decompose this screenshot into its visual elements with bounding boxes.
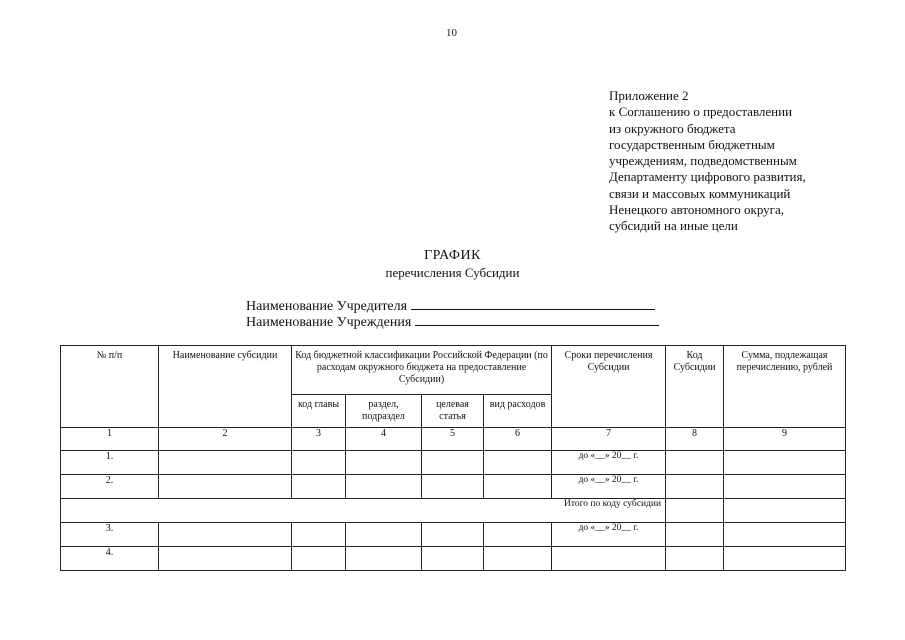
appendix-line: учреждениям, подведомственным xyxy=(609,153,797,169)
header-num: № п/п xyxy=(61,346,159,428)
header-kbk: Код бюджетной классификации Российской Федерации (по расходам окружного бюджета на предоставление Субсидии) xyxy=(292,346,552,395)
cell-code[interactable] xyxy=(666,451,724,475)
cell-expense[interactable] xyxy=(484,475,552,499)
row-number: 4. xyxy=(61,547,159,571)
total-label: Итого по коду субсидии xyxy=(61,499,666,523)
appendix-line: субсидий на иные цели xyxy=(609,218,738,234)
cell-chapter-code[interactable] xyxy=(292,523,346,547)
cell-due-date[interactable]: до «__» 20__ г. xyxy=(552,523,666,547)
header-row xyxy=(61,346,846,395)
column-number: 7 xyxy=(552,428,666,451)
header-terms: Сроки перечисления Субсидии xyxy=(552,346,666,428)
cell-target[interactable] xyxy=(422,475,484,499)
cell-section[interactable] xyxy=(346,547,422,571)
cell-total-sum[interactable] xyxy=(724,499,846,523)
document-title: ГРАФИК xyxy=(424,248,481,263)
cell-target[interactable] xyxy=(422,547,484,571)
institution-label: Наименование Учреждения xyxy=(246,315,412,330)
cell-due-date[interactable] xyxy=(552,547,666,571)
document-subtitle: перечисления Субсидии xyxy=(385,265,520,280)
total-row xyxy=(61,499,846,523)
appendix-line: Департаменту цифрового развития, xyxy=(609,169,806,185)
table-row xyxy=(61,451,846,475)
cell-section[interactable] xyxy=(346,523,422,547)
table-row xyxy=(61,475,846,499)
column-number: 3 xyxy=(292,428,346,451)
table-row xyxy=(61,547,846,571)
cell-chapter-code[interactable] xyxy=(292,547,346,571)
appendix-line: Ненецкого автономного округа, xyxy=(609,202,784,218)
cell-total-code[interactable] xyxy=(666,499,724,523)
institution-field xyxy=(246,313,659,331)
column-number: 6 xyxy=(484,428,552,451)
cell-due-date[interactable]: до «__» 20__ г. xyxy=(552,451,666,475)
cell-subsidy-name[interactable] xyxy=(159,523,292,547)
appendix-line: государственным бюджетным xyxy=(609,136,775,152)
header-sum: Сумма, подлежащая перечислению, рублей xyxy=(724,346,846,428)
cell-subsidy-name[interactable] xyxy=(159,451,292,475)
cell-sum[interactable] xyxy=(724,475,846,499)
page-number: 10 xyxy=(446,27,457,39)
appendix-line: Приложение 2 xyxy=(609,88,689,103)
appendix-line: из окружного бюджета xyxy=(609,120,736,136)
row-number: 2. xyxy=(61,475,159,499)
column-number: 2 xyxy=(159,428,292,451)
cell-chapter-code[interactable] xyxy=(292,475,346,499)
cell-code[interactable] xyxy=(666,547,724,571)
row-number: 3. xyxy=(61,523,159,547)
cell-sum[interactable] xyxy=(724,451,846,475)
header-expense: вид расходов xyxy=(484,395,552,428)
cell-section[interactable] xyxy=(346,451,422,475)
cell-expense[interactable] xyxy=(484,451,552,475)
table-row xyxy=(61,523,846,547)
appendix-line: к Соглашению о предоставлении xyxy=(609,104,793,120)
cell-code[interactable] xyxy=(666,475,724,499)
column-number: 4 xyxy=(346,428,422,451)
header-target: целевая статья xyxy=(422,395,484,428)
column-number-row xyxy=(61,428,846,451)
cell-subsidy-name[interactable] xyxy=(159,475,292,499)
row-number: 1. xyxy=(61,451,159,475)
cell-subsidy-name[interactable] xyxy=(159,547,292,571)
founder-blank-line xyxy=(411,297,655,310)
cell-code[interactable] xyxy=(666,523,724,547)
column-number: 5 xyxy=(422,428,484,451)
founder-label: Наименование Учредителя xyxy=(246,299,408,314)
cell-target[interactable] xyxy=(422,523,484,547)
cell-expense[interactable] xyxy=(484,547,552,571)
header-code: Код Субсидии xyxy=(666,346,724,428)
schedule-table xyxy=(60,345,846,571)
cell-sum[interactable] xyxy=(724,547,846,571)
cell-expense[interactable] xyxy=(484,523,552,547)
header-subsidy-name: Наименование субсидии xyxy=(159,346,292,428)
cell-due-date[interactable]: до «__» 20__ г. xyxy=(552,475,666,499)
header-chapter-code: код главы xyxy=(292,395,346,428)
column-number: 8 xyxy=(666,428,724,451)
appendix-block xyxy=(609,88,806,235)
header-section: раздел, подраздел xyxy=(346,395,422,428)
column-number: 1 xyxy=(61,428,159,451)
cell-target[interactable] xyxy=(422,451,484,475)
cell-section[interactable] xyxy=(346,475,422,499)
cell-chapter-code[interactable] xyxy=(292,451,346,475)
appendix-line: связи и массовых коммуникаций xyxy=(609,185,791,201)
column-number: 9 xyxy=(724,428,846,451)
institution-blank-line xyxy=(415,313,659,326)
cell-sum[interactable] xyxy=(724,523,846,547)
